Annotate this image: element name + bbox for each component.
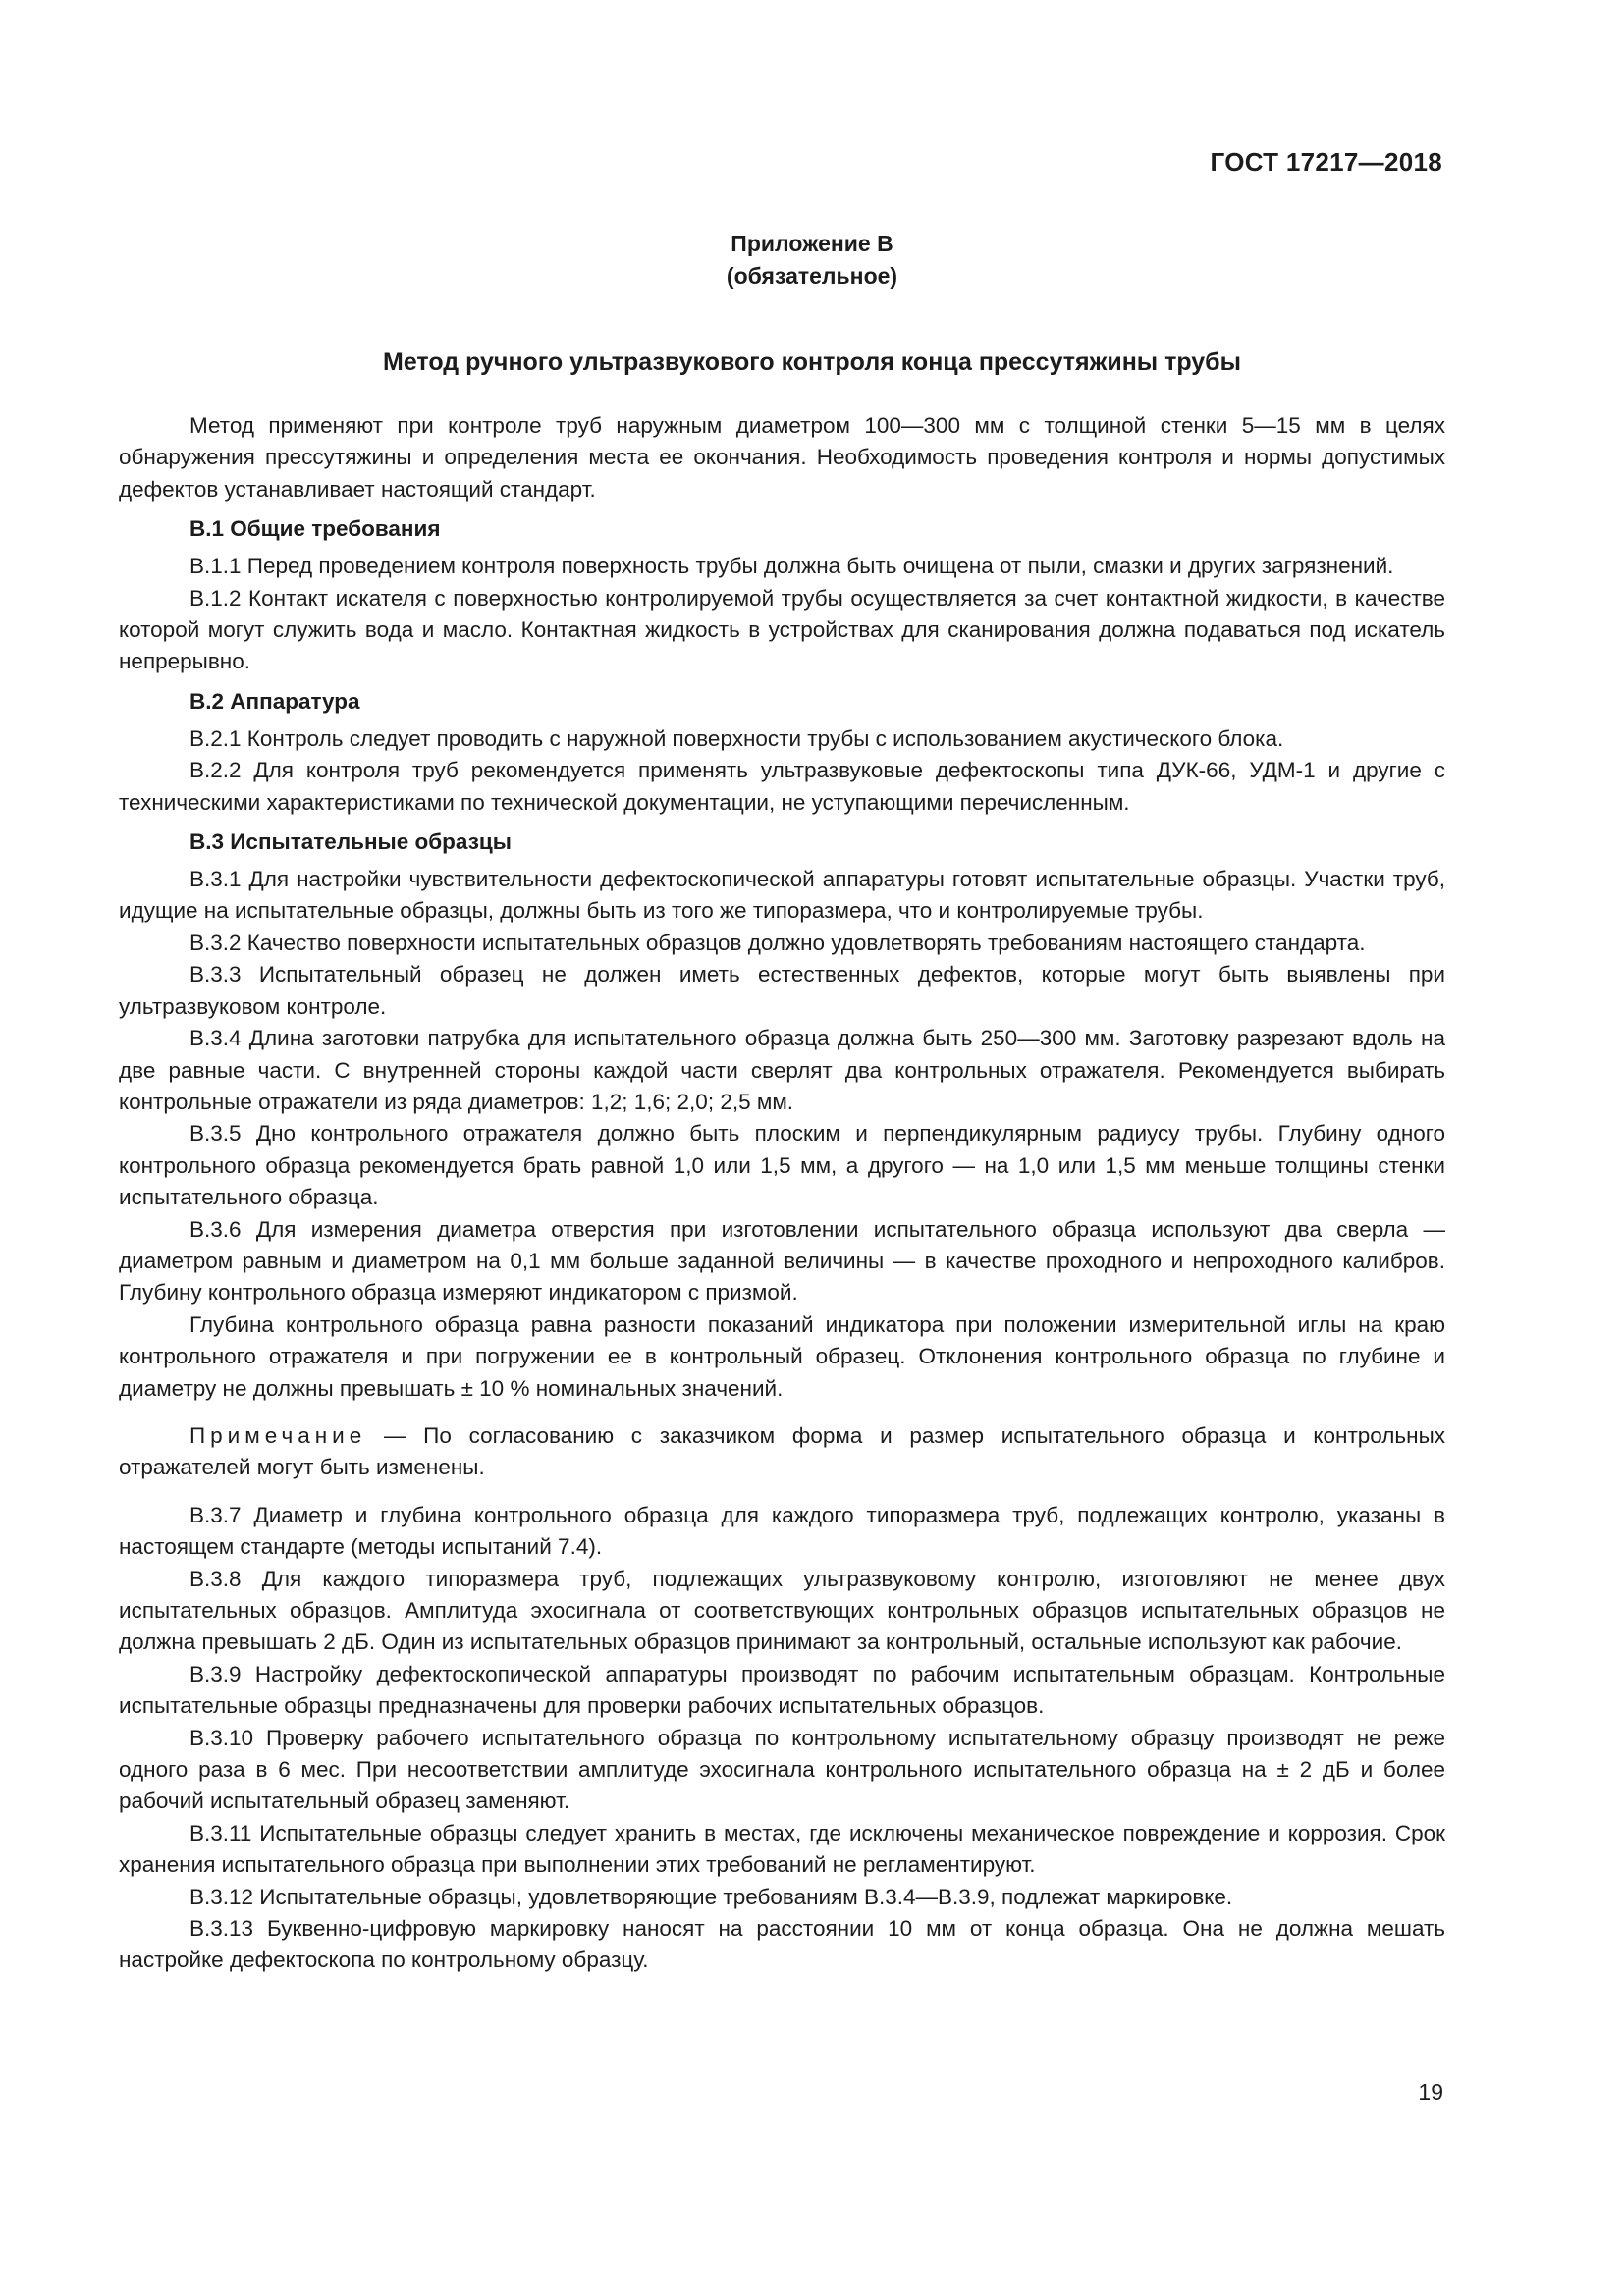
- paragraph-b3-6-continued: Глубина контрольного образца равна разности показаний индикатора при положении измерительной иглы на краю контрольного отражателя и при погружении ее в контрольный образец. Отклонения контрольного образца по глубине и диаметру не должны превышать ± 10 % номинальных значений.: [119, 1311, 1445, 1401]
- paragraph-b3-12: В.3.12 Испытательные образцы, удовлетворяющие требованиям В.3.4—В.3.9, подлежат маркировке.: [189, 1884, 1233, 1909]
- paragraph-b3-6: В.3.6 Для измерения диаметра отверстия при изготовлении испытательного образца используют два сверла — диаметром равным и диаметром на 0,1 мм больше заданной величины — в качестве проходного и непроходного калибров. Глубину контрольного образца измеряют индикатором с призмой.: [119, 1216, 1445, 1306]
- paragraph-b3-13: В.3.13 Буквенно-цифровую маркировку наносят на расстоянии 10 мм от конца образца. Она не должна мешать настройке дефектоскопа по контрольному образцу.: [119, 1916, 1445, 1973]
- appendix-status: (обязательное): [726, 263, 898, 289]
- page-number: 19: [1418, 2079, 1443, 2105]
- paragraph-b2-2: В.2.2 Для контроля труб рекомендуется применять ультразвуковые дефектоскопы типа ДУК-66, УДМ-1 и другие с техническими характеристиками по технической документации, не уступающими перечисленным.: [119, 758, 1445, 815]
- paragraph-b3-10: В.3.10 Проверку рабочего испытательного образца по контрольному испытательному образцу производят не реже одного раза в 6 мес. При несоответствии амплитуде эхосигнала контрольного испытательного образца на ± 2 дБ и более рабочий испытательный образец заменяют.: [119, 1725, 1445, 1814]
- paragraph-b2-1: В.2.1 Контроль следует проводить с наружной поверхности трубы с использованием акустического блока.: [189, 725, 1284, 751]
- document-body: [119, 410, 1445, 1977]
- note: [119, 1420, 1445, 1484]
- document-title: Метод ручного ультразвукового контроля конца прессутяжины трубы: [383, 348, 1241, 376]
- appendix-heading: [0, 228, 1624, 293]
- paragraph-b1-2: В.1.2 Контакт искателя с поверхностью контролируемой трубы осуществляется за счет контактной жидкости, в качестве которой могут служить вода и масло. Контактная жидкость в устройствах для сканирования должна подаваться под искатель непрерывно.: [119, 585, 1445, 674]
- note-text: — По согласованию с заказчиком форма и размер испытательного образца и контрольных отражателей могут быть изменены.: [119, 1422, 1445, 1480]
- standard-designation: ГОСТ 17217—2018: [1210, 147, 1442, 177]
- note-label: Примечание: [189, 1422, 367, 1448]
- paragraph-b3-8: В.3.8 Для каждого типоразмера труб, подлежащих ультразвуковому контролю, изготовляют не менее двух испытательных образцов. Амплитуда эхосигнала от соответствующих контрольных образцов испытательных образцов не должна превышать 2 дБ. Один из испытательных образцов принимают за контрольный, остальные используют как рабочие.: [119, 1566, 1445, 1655]
- section-heading-b1: В.1 Общие требования: [189, 516, 441, 542]
- paragraph-b3-2: В.3.2 Качество поверхности испытательных образцов должно удовлетворять требованиям настоящего стандарта.: [189, 930, 1366, 955]
- paragraph-b3-11: В.3.11 Испытательные образцы следует хранить в местах, где исключены механическое повреждение и коррозия. Срок хранения испытательного образца при выполнении этих требований не регламентируют.: [119, 1820, 1445, 1878]
- section-heading-b3: В.3 Испытательные образцы: [189, 829, 512, 855]
- intro-paragraph: Метод применяют при контроле труб наружным диаметром 100—300 мм с толщиной стенки 5—15 мм в целях обнаружения прессутяжины и определения места ее окончания. Необходимость проведения контроля и нормы допустимых дефектов устанавливает настоящий стандарт.: [119, 413, 1445, 502]
- section-heading-b2: В.2 Аппаратура: [189, 688, 360, 714]
- paragraph-b1-1: В.1.1 Перед проведением контроля поверхность трубы должна быть очищена от пыли, смазки и других загрязнений.: [189, 554, 1394, 579]
- paragraph-b3-4: В.3.4 Длина заготовки патрубка для испытательного образца должна быть 250—300 мм. Заготовку разрезают вдоль на две равные части. С внутренней стороны каждой части сверлят два контрольных отражателя. Рекомендуется выбирать контрольные отражатели из ряда диаметров: 1,2; 1,6; 2,0; 2,5 мм.: [119, 1026, 1445, 1114]
- paragraph-b3-1: В.3.1 Для настройки чувствительности дефектоскопической аппаратуры готовят испытательные образцы. Участки труб, идущие на испытательные образцы, должны быть из того же типоразмера, что и контролируемые трубы.: [119, 867, 1445, 924]
- appendix-title: Приложение В: [731, 231, 893, 256]
- paragraph-b3-9: В.3.9 Настройку дефектоскопической аппаратуры производят по рабочим испытательным образцам. Контрольные испытательные образцы предназначены для проверки рабочих испытательных образцов.: [119, 1661, 1445, 1719]
- paragraph-b3-5: В.3.5 Дно контрольного отражателя должно быть плоским и перпендикулярным радиусу трубы. Глубину одного контрольного образца рекомендуется брать равной 1,0 или 1,5 мм, а другого — на 1,0 или 1,5 мм меньше толщины стенки испытательного образца.: [119, 1121, 1445, 1210]
- paragraph-b3-7: В.3.7 Диаметр и глубина контрольного образца для каждого типоразмера труб, подлежащих контролю, указаны в настоящем стандарте (методы испытаний 7.4).: [119, 1502, 1445, 1560]
- paragraph-b3-3: В.3.3 Испытательный образец не должен иметь естественных дефектов, которые могут быть выявлены при ультразвуковом контроле.: [119, 962, 1445, 1019]
